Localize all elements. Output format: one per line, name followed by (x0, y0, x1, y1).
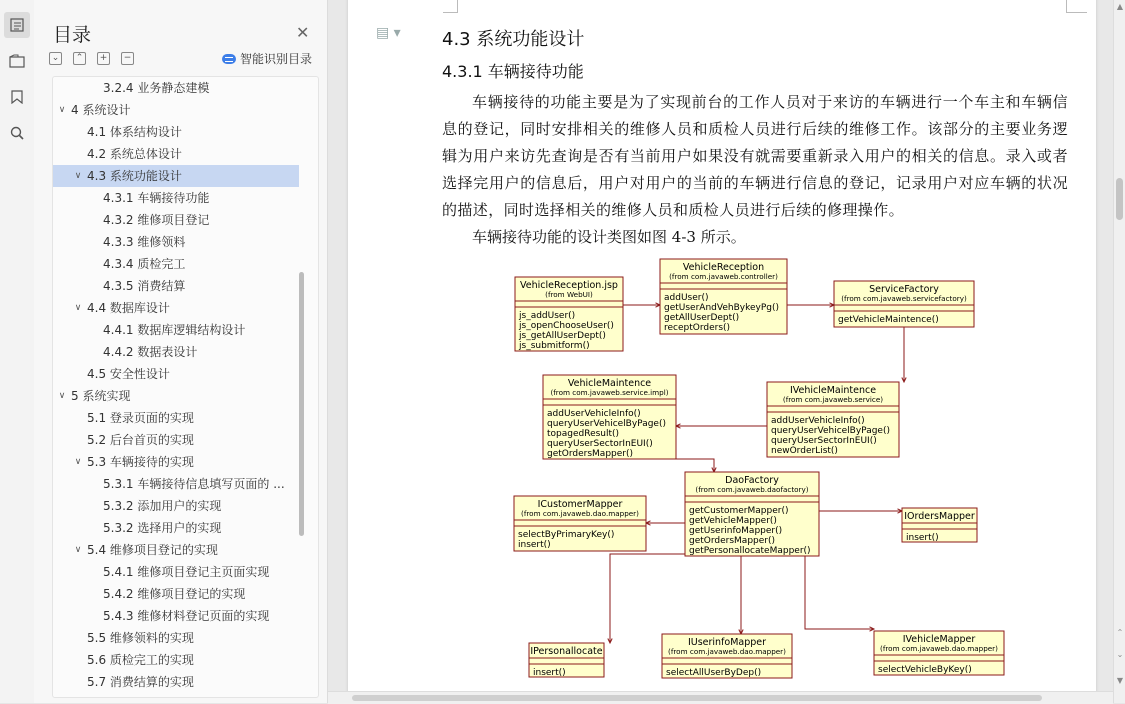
outline-item[interactable] (53, 363, 299, 385)
outline-item-number: 4.3 (87, 169, 107, 183)
outline-item[interactable] (53, 341, 299, 363)
bookmark-icon[interactable] (4, 84, 30, 110)
outline-item-number: 5.4.1 (103, 565, 134, 579)
chevron-down-icon[interactable]: ∨ (74, 171, 82, 181)
outline-item-label (87, 539, 218, 561)
outline-item-number: 5.6 (87, 653, 107, 667)
outline-item-number: 4.4.2 (103, 345, 134, 359)
outline-item[interactable] (53, 209, 299, 231)
outline-item-text: 维修领料的实现 (109, 631, 194, 645)
outline-item-text: 系统功能设计 (109, 169, 182, 183)
outline-item-number: 4.1 (87, 125, 107, 139)
outline-item-number: 5.5 (87, 631, 107, 645)
outline-item[interactable] (53, 275, 299, 297)
outline-item-number: 5.4.3 (103, 609, 134, 623)
outline-item-label (87, 363, 170, 385)
document-icon[interactable]: ▤ ▾ (376, 25, 401, 41)
outline-item-text: 系统实现 (82, 389, 131, 403)
outline-item-label (87, 429, 194, 451)
outline-item-label (103, 77, 209, 99)
uml-method: insert() (906, 533, 939, 543)
uml-class-package: (from com.javaweb.dao.mapper) (668, 647, 786, 656)
uml-association-line (805, 556, 874, 629)
uml-class-package: (from com.javaweb.service.impl) (550, 388, 669, 397)
outline-item-text: 系统总体设计 (109, 147, 182, 161)
uml-method: getVehicleMapper() (689, 516, 777, 526)
outline-item-number: 5.7 (87, 675, 107, 689)
uml-class-name: ServiceFactory (869, 284, 939, 295)
uml-method: insert() (533, 668, 566, 678)
outline-item-label (87, 143, 182, 165)
outline-item-label (103, 473, 285, 495)
scroll-up-icon[interactable]: ▲ (1116, 2, 1124, 11)
uml-class-name: IVehicleMaintence (789, 385, 877, 396)
outline-item-label (87, 407, 194, 429)
outline-item[interactable] (53, 297, 299, 319)
vertical-scrollbar[interactable] (1113, 0, 1125, 703)
collapse-all-icon[interactable]: ⌄ (49, 52, 62, 65)
uml-method: queryUserVehicelByPage() (547, 419, 666, 429)
uml-method: queryUserVehicelByPage() (771, 426, 890, 436)
vertical-scroll-thumb[interactable] (1116, 178, 1123, 220)
uml-method: insert() (518, 540, 551, 550)
scroll-down-icon[interactable]: ▼ (1116, 676, 1124, 685)
uml-method: getOrdersMapper() (689, 536, 776, 546)
outline-item-label (103, 605, 269, 627)
outline-item-text: 车辆接待功能 (137, 191, 210, 205)
outline-item-label (103, 275, 185, 297)
navigation-pane-icon[interactable] (4, 48, 30, 74)
uml-method: selectByPrimaryKey() (518, 530, 615, 540)
outline-item-text: 车辆接待的实现 (109, 455, 194, 469)
heading-level-3[interactable]: 4.3.1 车辆接待功能 (442, 62, 584, 81)
uml-class-package: (from com.javaweb.servicefactory) (841, 294, 967, 303)
uml-method: getPersonallocateMapper() (689, 546, 811, 556)
outline-item-label (103, 253, 185, 275)
outline-item-label (87, 165, 182, 187)
uml-class-iuim[interactable] (662, 634, 792, 678)
page-up-icon[interactable]: ⌃ (1116, 628, 1124, 637)
outline-item-label (103, 231, 185, 253)
horizontal-scrollbar[interactable] (328, 691, 1113, 704)
smart-recognize-toc-button[interactable] (222, 50, 312, 67)
outline-item-label (103, 341, 197, 363)
outline-item-text: 系统设计 (82, 103, 131, 117)
horizontal-scroll-thumb[interactable] (352, 695, 1042, 701)
close-icon[interactable]: ✕ (296, 23, 310, 42)
outline-item[interactable] (53, 583, 299, 605)
uml-class-name: VehicleReception (682, 262, 765, 273)
outline-item[interactable] (53, 165, 299, 187)
outline-item[interactable] (53, 605, 299, 627)
outline-item-text: 业务静态建模 (137, 81, 210, 95)
uml-method: js_submitform() (519, 341, 590, 351)
uml-class-package: (from com.javaweb.dao.mapper) (521, 509, 639, 518)
uml-association-line (610, 554, 685, 643)
page-corner-mark (443, 0, 458, 13)
uml-method: getUserinfoMapper() (689, 526, 783, 536)
outline-item-label (87, 627, 194, 649)
uml-class-package: (from com.javaweb.service) (782, 395, 884, 404)
uml-class-package: (from com.javaweb.controller) (669, 272, 778, 281)
outline-item-number: 5.4 (87, 543, 107, 557)
uml-class-iom[interactable] (902, 508, 977, 543)
outline-item[interactable] (53, 539, 299, 561)
outline-item[interactable] (53, 671, 299, 693)
outline-item-text: 车辆接待信息填写页面的 ... (137, 477, 285, 491)
uml-class-vr[interactable] (660, 259, 787, 334)
outline-icon[interactable] (4, 12, 30, 38)
outline-item-label (103, 495, 221, 517)
outline-item-number: 4.3.5 (103, 279, 134, 293)
left-toolbar (0, 0, 35, 703)
outline-item-text: 维修材料登记页面的实现 (137, 609, 270, 623)
uml-method: getCustomerMapper() (689, 506, 789, 516)
outline-item-label (103, 187, 209, 209)
uml-class-ivmap[interactable] (874, 631, 1004, 675)
uml-class-package: (from com.javaweb.daofactory) (695, 485, 809, 494)
uml-method: selectAllUserByDep() (666, 668, 762, 678)
uml-method: newOrderList() (771, 446, 838, 456)
uml-association-line (676, 459, 714, 472)
outline-item-number: 4.3.1 (103, 191, 134, 205)
outline-item-text: 维修项目登记的实现 (109, 543, 218, 557)
outline-item-number: 5.3 (87, 455, 107, 469)
outline-item-text: 维修领料 (137, 235, 186, 249)
chevron-down-icon[interactable]: ∨ (74, 545, 82, 555)
uml-method: addUserVehicleInfo() (547, 409, 641, 419)
outline-item-number: 5.4.2 (103, 587, 134, 601)
outline-item-number: 4.4 (87, 301, 107, 315)
uml-class-name: IVehicleMapper (902, 634, 976, 645)
outline-title: 目录 (53, 24, 92, 46)
uml-class-vr_jsp[interactable] (515, 277, 623, 351)
chevron-down-icon[interactable]: ∨ (58, 391, 66, 401)
body-paragraph[interactable]: 车辆接待的功能主要是为了实现前台的工作人员对于来访的车辆进行一个车主和车辆信息的登记，同时安排相关的维修人员和质检人员进行后续的维修工作。该部分的主要业务逻辑为用户来访先查询是否有当前用户如果没有就需要重新录入用户的相关的信息。录入或者选择完用户的信息后，用户对用户的当前的车辆进行信息的登记，记录用户对应车辆的状况的描述，同时选择相关的维修人员和质检人员进行后续的修理操作。 (442, 93, 1068, 219)
uml-class-name: ICustomerMapper (537, 499, 623, 510)
uml-method: js_addUser() (519, 311, 576, 321)
outline-item-label (87, 451, 194, 473)
cloud-ai-icon (222, 54, 236, 64)
uml-class-ipa[interactable] (529, 643, 604, 678)
outline-item-text: 选择用户的实现 (137, 521, 222, 535)
outline-item-label (103, 517, 221, 539)
uml-class-icm[interactable] (514, 496, 646, 551)
document-page (348, 0, 1096, 703)
uml-class-package: (from WebUI) (545, 290, 593, 299)
outline-item[interactable] (53, 231, 299, 253)
outline-item[interactable] (53, 187, 299, 209)
outline-item-label (71, 385, 130, 407)
outline-item-number: 4.4.1 (103, 323, 134, 337)
outline-item-label (103, 583, 245, 605)
chevron-down-icon[interactable]: ∨ (74, 457, 82, 467)
smart-recognize-label: 智能识别目录 (240, 52, 313, 66)
outline-item-number: 5.1 (87, 411, 107, 425)
uml-class-df[interactable] (685, 472, 819, 556)
outline-item-text: 消费结算的实现 (109, 675, 194, 689)
outline-item-number: 4.3.2 (103, 213, 134, 227)
outline-item[interactable] (53, 473, 299, 495)
figure-reference-paragraph[interactable]: 车辆接待功能的设计类图如图 4-3 所示。 (472, 228, 746, 246)
uml-method: getOrdersMapper() (547, 449, 634, 459)
outline-item-number: 5.2 (87, 433, 107, 447)
outline-item[interactable] (53, 319, 299, 341)
uml-method: queryUserSectorInEUI() (771, 436, 877, 446)
add-heading-icon[interactable]: + (97, 52, 110, 65)
heading-level-2[interactable]: 4.3 系统功能设计 (442, 29, 585, 50)
uml-method: getUserAndVehBykeyPg() (664, 303, 779, 313)
outline-item[interactable] (53, 649, 299, 671)
outline-item-label (87, 297, 170, 319)
outline-item-label (87, 121, 182, 143)
outline-item[interactable] (53, 429, 299, 451)
outline-item-label (71, 99, 130, 121)
outline-item[interactable] (53, 121, 299, 143)
uml-class-sf[interactable] (834, 281, 974, 327)
chevron-down-icon[interactable]: ∨ (74, 303, 82, 313)
outline-item-text: 维修项目登记的实现 (137, 587, 246, 601)
uml-method: topagedResult() (547, 429, 620, 439)
outline-item[interactable] (53, 407, 299, 429)
outline-item[interactable] (53, 627, 299, 649)
outline-item-text: 体系结构设计 (109, 125, 182, 139)
outline-item[interactable] (53, 385, 299, 407)
uml-method: receptOrders() (664, 323, 731, 333)
outline-item-number: 4.5 (87, 367, 107, 381)
outline-list (52, 76, 319, 698)
outline-item[interactable] (53, 561, 299, 583)
outline-item-number: 3.2.4 (103, 81, 134, 95)
outline-scrollbar[interactable] (299, 272, 304, 536)
outline-item-text: 数据库逻辑结构设计 (137, 323, 246, 337)
uml-method: addUserVehicleInfo() (771, 416, 865, 426)
outline-item-text: 维修项目登记 (137, 213, 210, 227)
outline-item-number: 4.2 (87, 147, 107, 161)
outline-item-label (103, 319, 245, 341)
outline-item-text: 后台首页的实现 (109, 433, 194, 447)
outline-item-text: 数据库设计 (109, 301, 170, 315)
outline-item-label (103, 209, 209, 231)
uml-class-name: DaoFactory (725, 475, 779, 486)
uml-class-name: VehicleReception.jsp (520, 280, 618, 291)
uml-method: js_getAllUserDept() (519, 331, 606, 341)
outline-item-text: 质检完工 (137, 257, 186, 271)
uml-method: getVehicleMaintence() (838, 315, 939, 325)
uml-class-name: IPersonallocate (530, 646, 603, 657)
uml-class-vm[interactable] (543, 375, 676, 459)
remove-heading-icon[interactable]: − (121, 52, 134, 65)
uml-method: js_openChooseUser() (519, 321, 614, 331)
document-area (328, 0, 1113, 703)
outline-item-text: 数据表设计 (137, 345, 198, 359)
outline-item-number: 4 (71, 103, 79, 117)
expand-icon[interactable]: ⌃ (73, 52, 86, 65)
search-icon[interactable] (4, 120, 30, 146)
outline-item-text: 登录页面的实现 (109, 411, 194, 425)
outline-item[interactable] (53, 451, 299, 473)
chevron-down-icon[interactable]: ∨ (58, 105, 66, 115)
page-down-icon[interactable]: ⌄ (1116, 650, 1124, 659)
outline-item-text: 添加用户的实现 (137, 499, 222, 513)
outline-item[interactable] (53, 517, 299, 539)
uml-method: queryUserSectorInEUI() (547, 439, 653, 449)
uml-class-diagram[interactable] (505, 258, 1005, 683)
outline-item-number: 5.3.1 (103, 477, 134, 491)
uml-method: getAllUserDept() (664, 313, 740, 323)
outline-item[interactable] (53, 99, 299, 121)
outline-item[interactable] (53, 253, 299, 275)
outline-item-text: 消费结算 (137, 279, 186, 293)
outline-item-number: 5.3.2 (103, 499, 134, 513)
outline-item[interactable] (53, 495, 299, 517)
uml-class-ivm[interactable] (767, 382, 899, 457)
uml-class-package: (from com.javaweb.dao.mapper) (880, 644, 998, 653)
page-corner-mark (1066, 0, 1087, 13)
outline-item[interactable] (53, 77, 299, 99)
uml-class-name: IUserinfoMapper (687, 637, 767, 648)
uml-class-name: VehicleMaintence (567, 378, 652, 389)
uml-method: selectVehicleByKey() (878, 665, 972, 675)
outline-item-text: 质检完工的实现 (109, 653, 194, 667)
outline-item-number: 5 (71, 389, 79, 403)
outline-item-number: 4.3.4 (103, 257, 134, 271)
uml-class-name: IOrdersMapper (904, 511, 975, 522)
outline-item[interactable] (53, 143, 299, 165)
outline-item-number: 5.3.2 (103, 521, 134, 535)
outline-item-label (103, 561, 269, 583)
outline-panel (34, 0, 328, 703)
outline-item-label (87, 649, 194, 671)
uml-method: addUser() (664, 293, 709, 303)
outline-item-label (87, 671, 194, 693)
outline-item-number: 4.3.3 (103, 235, 134, 249)
outline-item-text: 维修项目登记主页面实现 (137, 565, 270, 579)
outline-item-text: 安全性设计 (109, 367, 170, 381)
